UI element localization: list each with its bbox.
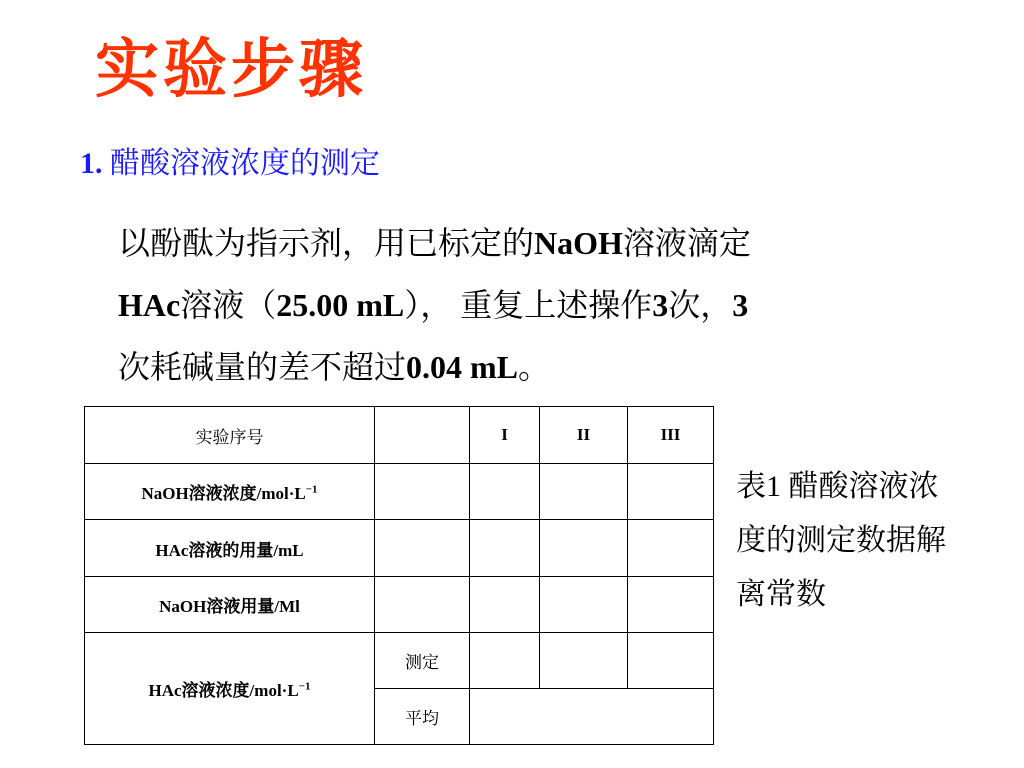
table-cell [470,633,540,689]
paragraph-text: 0.04 mL [406,349,519,385]
row-label-sup: −1 [298,680,311,693]
paragraph-text: 溶液（ [180,287,277,323]
table-cell-merged [470,689,714,745]
row-label-text: HAc溶液浓度/mol·L [148,681,299,700]
paragraph-text: 3 [732,287,749,323]
sub-label-average: 平均 [375,689,470,745]
table-cell [470,577,540,633]
paragraph-text: ）， 重复上述操作 [404,287,653,323]
section-heading [80,146,380,182]
page-title: 实验步骤 [95,33,367,107]
table-cell [470,520,540,577]
table-cell [375,464,470,520]
table-cell [540,464,628,520]
table-cell [628,633,714,689]
table-cell [470,464,540,520]
paragraph-line-3 [118,336,948,398]
header-col-1: I [470,407,540,464]
header-label: 实验序号 [85,407,375,464]
table-row [85,520,714,577]
row-label-sup: −1 [305,483,318,496]
row-label-text: NaOH溶液浓度/mol·L [141,484,306,503]
paragraph-text: 25.00 mL [276,287,405,323]
table-header-row [85,407,714,464]
caption-line-3: 离常数 [736,578,826,611]
paragraph-text: 以酚酞为指示剂，用已标定的 [118,225,535,261]
table-cell [540,520,628,577]
table-cell [540,577,628,633]
procedure-paragraph [118,212,948,398]
table-cell [628,464,714,520]
row-label: HAc溶液的用量/mL [85,520,375,577]
section-title: 醋酸溶液浓度的测定 [110,147,380,180]
paragraph-text: 次耗碱量的差不超过 [118,349,407,385]
paragraph-text: 。 [518,349,551,385]
data-table [84,406,714,745]
table-cell [628,577,714,633]
header-col-3: III [628,407,714,464]
table-row [85,577,714,633]
table-cell [375,520,470,577]
caption-line-1: 表1 醋酸溶液浓 [736,470,939,503]
paragraph-text: 溶液滴定 [622,225,751,261]
paragraph-text: 次， [668,287,733,323]
row-label [85,464,375,520]
paragraph-line-1 [118,212,948,274]
caption-line-2: 度的测定数据解 [736,524,946,557]
section-number: 1. [80,147,103,180]
paragraph-text: 3 [652,287,669,323]
table-row [85,633,714,689]
table-cell [540,633,628,689]
table-caption [736,460,986,622]
table-cell [628,520,714,577]
sub-label-measured: 测定 [375,633,470,689]
header-col-2: II [540,407,628,464]
paragraph-text: NaOH [534,225,623,261]
table-row [85,464,714,520]
table-cell [375,577,470,633]
row-label [85,633,375,745]
header-blank [375,407,470,464]
paragraph-line-2 [118,274,948,336]
paragraph-text: HAc [118,287,181,323]
row-label: NaOH溶液用量/Ml [85,577,375,633]
